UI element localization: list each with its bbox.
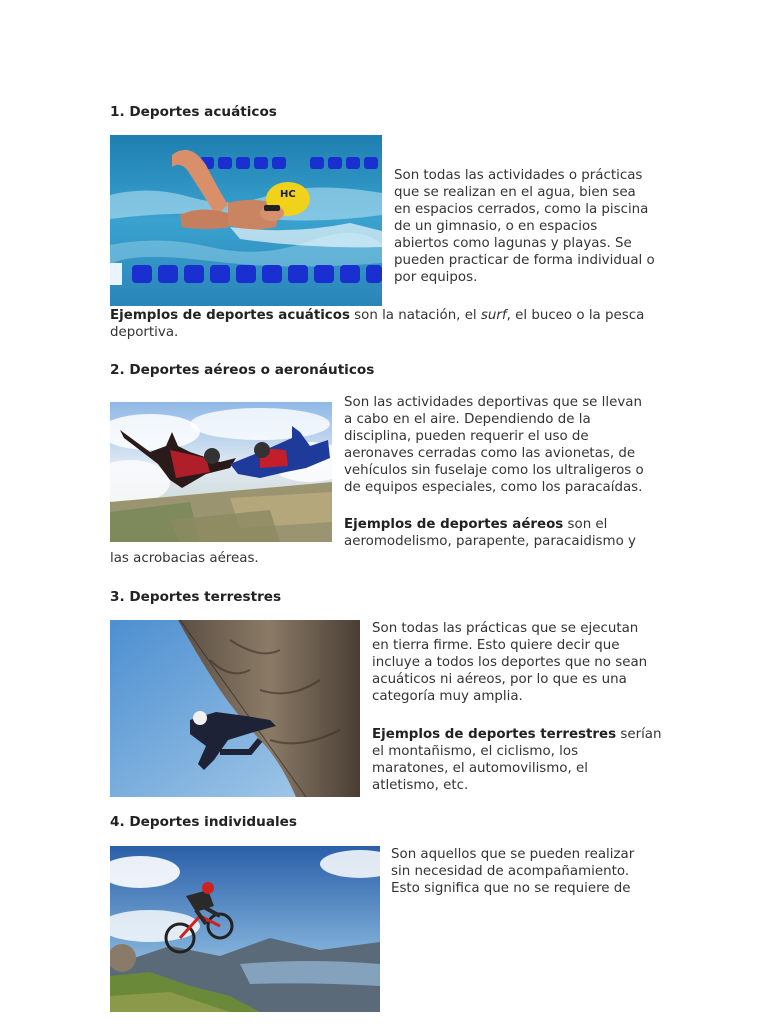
section-3-heading: 3. Deportes terrestres [110,589,282,605]
section-2-examples-continued: las acrobacias aéreas. [110,551,259,566]
skydivers-photo [110,402,332,542]
mountain-biker-photo [110,846,380,1012]
section-4-description: Son aquellos que se pueden realizar sin necesidad de acompañamiento. Esto significa que no se requiere de [391,847,635,896]
climber-photo [110,620,360,797]
section-2-heading: 2. Deportes aéreos o aeronáuticos [110,362,375,378]
swimmer-photo [110,135,382,306]
section-1-description: Son todas las actividades o prácticas que se realizan en el agua, bien sea en espacios cerrados, como la piscina de un gimnasio, o en espacios abiertos como lagunas y playas. Se pueden practicar de forma individual o por equipos. [394,168,655,285]
section-3-description: Son todas las prácticas que se ejecutan en tierra firme. Esto quiere decir que incluye a todos los deportes que no sean acuáticos ni aéreos, por lo que es una categoría muy amplia. [372,621,648,704]
section-1-examples: Ejemplos de deportes acuáticos son la natación, el surf, el buceo o la pesca deportiva. [110,308,645,340]
cap-text: HC [280,189,296,200]
section-4-heading: 4. Deportes individuales [110,814,297,830]
section-2-examples: Ejemplos de deportes aéreos son el aeromodelismo, parapente, paracaidismo y [344,517,636,549]
section-2-description: Son las actividades deportivas que se llevan a cabo en el aire. Dependiendo de la disciplina, pueden requerir el uso de aeronaves cerradas como las avionetas, de vehículos sin fuselaje como los ultraligeros o de equipos especiales, como los paracaídas. [344,395,644,495]
section-3-examples: Ejemplos de deportes terrestres serían el montañismo, el ciclismo, los maratones, el automovilismo, el atletismo, etc. [372,727,662,793]
section-1-heading: 1. Deportes acuáticos [110,104,277,120]
